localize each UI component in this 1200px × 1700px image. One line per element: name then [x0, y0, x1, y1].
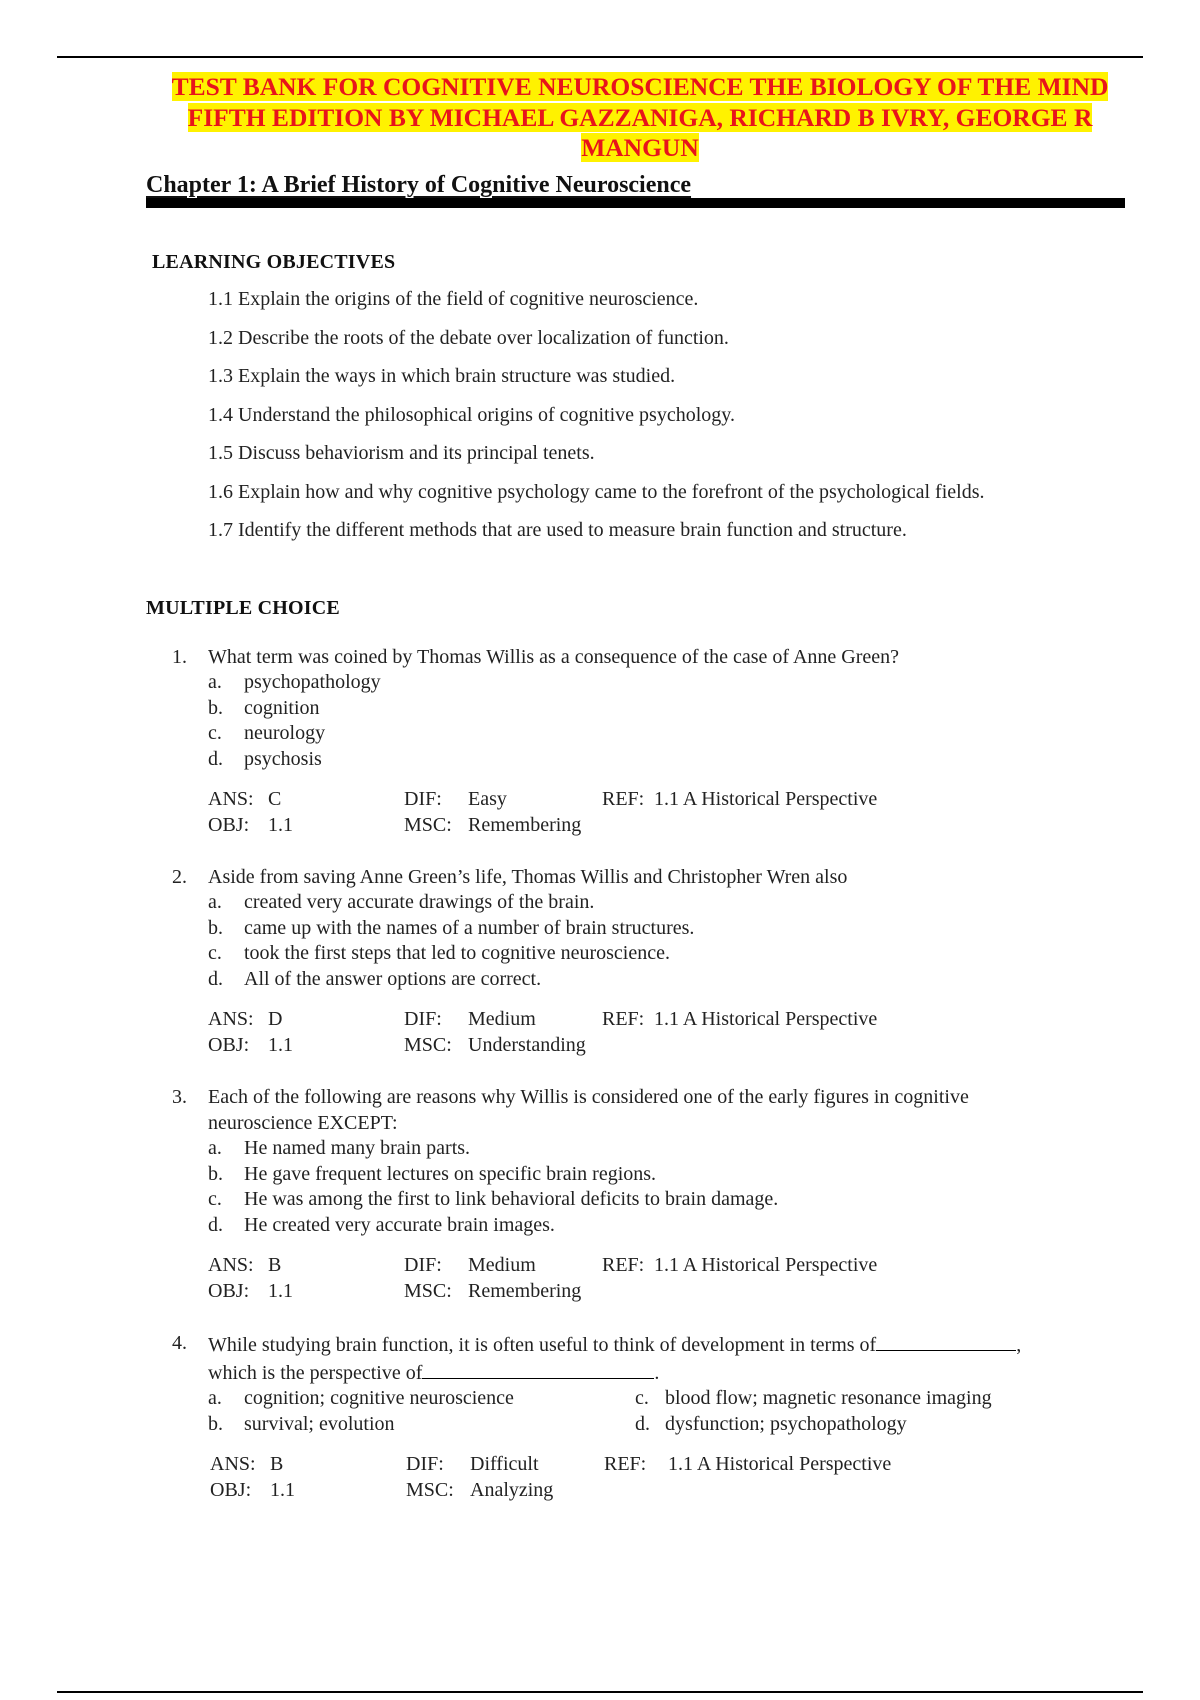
- question-stem: Aside from saving Anne Green’s life, Thomas Willis and Christopher Wren also: [208, 866, 848, 888]
- answer-metadata: [208, 786, 1132, 838]
- difficulty: DIF: Medium: [404, 1008, 536, 1030]
- answer-key: ANS: C: [208, 788, 282, 810]
- question-stem: What term was coined by Thomas Willis as a consequence of the case of Anne Green?: [208, 646, 899, 668]
- reference: REF: 1.1 A Historical Perspective: [604, 1453, 892, 1475]
- choice-b: b. cognition: [208, 696, 320, 719]
- question-stem: Each of the following are reasons why Willis is considered one of the early figures in cognitive neuroscience EXCEPT:: [208, 1086, 969, 1134]
- question-stem: While studying brain function, it is often useful to think of development in terms of , which is the perspective of .: [208, 1330, 1132, 1386]
- reference: REF: 1.1 A Historical Perspective: [602, 1254, 878, 1276]
- objective: OBJ: 1.1: [208, 1280, 293, 1302]
- question-2: [172, 864, 1132, 1058]
- title-line-2: FIFTH EDITION BY MICHAEL GAZZANIGA, RICHARD B IVRY, GEORGE R: [187, 102, 1093, 132]
- chapter-heading: [146, 170, 691, 200]
- question-number: 4.: [172, 1332, 187, 1354]
- learning-objectives-list: [208, 284, 984, 554]
- msc: MSC: Analyzing: [406, 1479, 554, 1501]
- answer-metadata: [208, 1006, 1132, 1058]
- choice-c: c. neurology: [208, 722, 326, 744]
- choice-b: b. He gave frequent lectures on specific brain regions.: [208, 1162, 657, 1185]
- answer-key: ANS: B: [208, 1254, 282, 1276]
- question-number: 2.: [172, 866, 187, 888]
- answer-choices: [208, 670, 1132, 772]
- document-title: [150, 72, 1130, 164]
- objective-item: 1.5 Discuss behaviorism and its principal tenets.: [208, 442, 595, 464]
- choice-d: d. All of the answer options are correct.: [208, 967, 542, 990]
- answer-metadata: [210, 1451, 1132, 1503]
- difficulty: DIF: Difficult: [406, 1453, 539, 1475]
- msc: MSC: Understanding: [404, 1034, 586, 1056]
- choice-d: d. dysfunction; psychopathology: [635, 1412, 907, 1435]
- choice-a: a. He named many brain parts.: [208, 1137, 471, 1159]
- objective-item: 1.2 Describe the roots of the debate over localization of function.: [208, 326, 729, 349]
- answer-choices: [208, 890, 1132, 992]
- objective-item: 1.6 Explain how and why cognitive psychology came to the forefront of the psychological fields.: [208, 480, 985, 503]
- choice-b: b. survival; evolution: [208, 1412, 395, 1435]
- question-number: 3.: [172, 1086, 187, 1108]
- objective: OBJ: 1.1: [208, 814, 293, 836]
- difficulty: DIF: Easy: [404, 788, 507, 810]
- learning-objectives-heading: LEARNING OBJECTIVES: [152, 251, 396, 273]
- objective-item: 1.4 Understand the philosophical origins of cognitive psychology.: [208, 403, 735, 426]
- answer-key: ANS: B: [210, 1453, 284, 1475]
- objective-item: 1.3 Explain the ways in which brain structure was studied.: [208, 365, 676, 387]
- answer-choices: [208, 1136, 1132, 1238]
- question-3: [172, 1084, 1132, 1304]
- objective-item: 1.1 Explain the origins of the field of cognitive neuroscience.: [208, 288, 699, 310]
- chapter-title: Chapter 1: A Brief History of Cognitive Neuroscience: [146, 172, 692, 198]
- title-line-3: MANGUN: [581, 133, 699, 162]
- msc: MSC: Remembering: [404, 814, 582, 836]
- title-line-1: TEST BANK FOR COGNITIVE NEUROSCIENCE THE BIOLOGY OF THE MIND: [171, 72, 1109, 101]
- answer-blank-1: [876, 1330, 1016, 1351]
- question-4: [172, 1330, 1132, 1503]
- reference: REF: 1.1 A Historical Perspective: [602, 788, 878, 810]
- choice-d: d. psychosis: [208, 747, 322, 770]
- msc: MSC: Remembering: [404, 1280, 582, 1302]
- difficulty: DIF: Medium: [404, 1254, 536, 1276]
- chapter-divider: [146, 198, 1125, 208]
- choice-b: b. came up with the names of a number of brain structures.: [208, 916, 695, 939]
- objective: OBJ: 1.1: [210, 1479, 295, 1501]
- choice-d: d. He created very accurate brain images.: [208, 1213, 555, 1236]
- top-rule: [57, 56, 1143, 58]
- question-1: [172, 644, 1132, 838]
- multiple-choice-heading: MULTIPLE CHOICE: [146, 597, 340, 619]
- answer-blank-2: [422, 1358, 654, 1379]
- bottom-rule: [57, 1691, 1143, 1693]
- choice-c: c. He was among the first to link behavioral deficits to brain damage.: [208, 1188, 779, 1210]
- answer-metadata: [208, 1252, 1132, 1304]
- choice-c: c. took the first steps that led to cognitive neuroscience.: [208, 942, 670, 964]
- choice-a: a. psychopathology: [208, 671, 381, 693]
- objective-item: 1.7 Identify the different methods that are used to measure brain function and structure.: [208, 519, 907, 541]
- answer-key: ANS: D: [208, 1008, 283, 1030]
- objective: OBJ: 1.1: [208, 1034, 293, 1056]
- choice-a: a. created very accurate drawings of the brain.: [208, 891, 595, 913]
- choice-c: c. blood flow; magnetic resonance imaging: [635, 1387, 992, 1409]
- question-number: 1.: [172, 646, 187, 668]
- answer-choices: [208, 1386, 1132, 1437]
- reference: REF: 1.1 A Historical Perspective: [602, 1008, 878, 1030]
- choice-a: a. cognition; cognitive neuroscience: [208, 1387, 514, 1409]
